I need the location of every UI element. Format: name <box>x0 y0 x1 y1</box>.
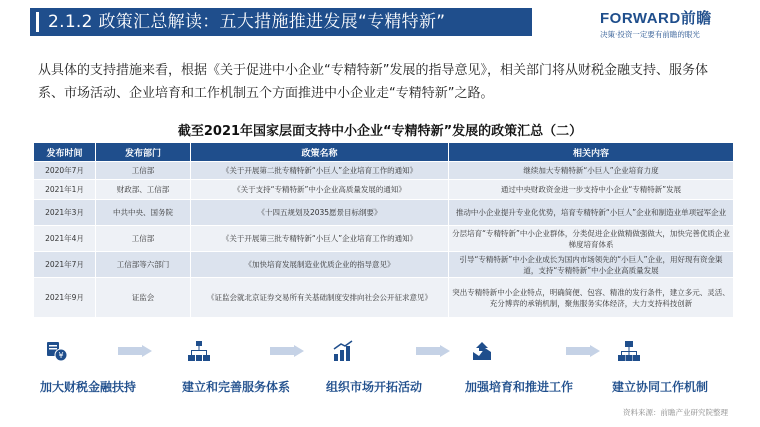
title-accent-bar <box>36 12 39 32</box>
logo-slogan: 决策·投资一定要有前瞻的眼光 <box>600 30 700 39</box>
category-label: 加大财税金融扶持 <box>40 380 137 394</box>
logo-name: FORWARD前瞻 <box>600 10 712 27</box>
svg-text:¥: ¥ <box>58 351 64 360</box>
chevron-right-icon <box>118 345 152 357</box>
service-system-icon <box>188 340 210 362</box>
table-row <box>34 162 734 180</box>
column-header-dept: 发布部门 <box>96 143 191 162</box>
column-header-policy: 政策名称 <box>191 143 449 162</box>
cell-dept: 财政部、工信部 <box>96 180 191 200</box>
category-label: 组织市场开拓活动 <box>326 380 423 394</box>
cell-policy: 《关于支持“专精特新”中小企业高质量发展的通知》 <box>191 180 449 200</box>
table-header-row <box>34 143 734 162</box>
page-title: 2.1.2 政策汇总解读：五大措施推进发展“专精特新” <box>48 12 446 32</box>
cell-dept: 中共中央、国务院 <box>96 200 191 226</box>
cell-date: 2021年1月 <box>34 180 96 200</box>
cell-date: 2020年7月 <box>34 162 96 180</box>
cultivation-icon <box>471 340 493 362</box>
cell-policy: 《关于开展第二批专精特新“小巨人”企业培育工作的通知》 <box>191 162 449 180</box>
cell-date: 2021年4月 <box>34 226 96 252</box>
measure-categories <box>0 340 760 400</box>
table-row <box>34 278 734 318</box>
table-row <box>34 180 734 200</box>
column-header-content: 相关内容 <box>449 143 734 162</box>
category-label: 加强培育和推进工作 <box>465 380 574 394</box>
cell-policy: 《加快培育发展制造业优质企业的指导意见》 <box>191 252 449 278</box>
cell-policy: 《关于开展第三批专精特新“小巨人”企业培育工作的通知》 <box>191 226 449 252</box>
cell-policy: 《证监会就北京证券交易所有关基础制度安排向社会公开征求意见》 <box>191 278 449 318</box>
cell-date: 2021年3月 <box>34 200 96 226</box>
cell-content: 推动中小企业提升专业化优势，培育专精特新“小巨人”企业和制造业单项冠军企业 <box>449 200 734 226</box>
cell-dept: 工信部 <box>96 162 191 180</box>
cell-policy: 《十四五规划及2035愿景目标纲要》 <box>191 200 449 226</box>
cell-date: 2021年9月 <box>34 278 96 318</box>
table-title: 截至2021年国家层面支持中小企业“专精特新”发展的政策汇总（二） <box>177 124 583 139</box>
cell-content: 突出专精特新中小企业特点，明确简便、包容、精准的发行条件，建立多元、灵活、充分博弈的承销机制，聚焦服务实体经济，大力支持科技创新 <box>449 278 734 318</box>
cell-content: 引导“专精特新”中小企业成长为国内市场领先的“小巨人”企业，用好现有资金渠道，支持“专精特新”中小企业高质量发展 <box>449 252 734 278</box>
chevron-right-icon <box>566 345 600 357</box>
collaboration-icon <box>618 340 640 362</box>
cell-content: 通过中央财政资金进一步支持中小企业“专精特新”发展 <box>449 180 734 200</box>
source-note: 资料来源：前瞻产业研究院整理 <box>623 408 728 417</box>
cell-content: 继续加大专精特新“小巨人”企业培育力度 <box>449 162 734 180</box>
cell-content: 分层培育“专精特新”中小企业群体，分类促进企业做精做强做大，加快完善优质企业梯度培育体系 <box>449 226 734 252</box>
market-chart-icon <box>332 340 354 362</box>
forward-logo <box>600 7 750 39</box>
category-label: 建立协同工作机制 <box>612 380 709 394</box>
table-row <box>34 252 734 278</box>
slide-header <box>0 0 760 44</box>
category-label: 建立和完善服务体系 <box>182 380 291 394</box>
finance-icon <box>46 340 68 362</box>
column-header-date: 发布时间 <box>34 143 96 162</box>
table-row <box>34 200 734 226</box>
policy-table <box>33 142 734 318</box>
chevron-right-icon <box>416 345 450 357</box>
title-bar <box>30 8 532 36</box>
intro-paragraph: 从具体的支持措施来看，根据《关于促进中小企业“专精特新”发展的指导意见》，相关部门将从财税金融支持、服务体系、市场活动、企业培育和工作机制五个方面推进中小企业走“专精特新”之路。 <box>38 63 708 101</box>
cell-dept: 证监会 <box>96 278 191 318</box>
table-row <box>34 226 734 252</box>
cell-dept: 工信部 <box>96 226 191 252</box>
cell-date: 2021年7月 <box>34 252 96 278</box>
chevron-right-icon <box>270 345 304 357</box>
cell-dept: 工信部等六部门 <box>96 252 191 278</box>
